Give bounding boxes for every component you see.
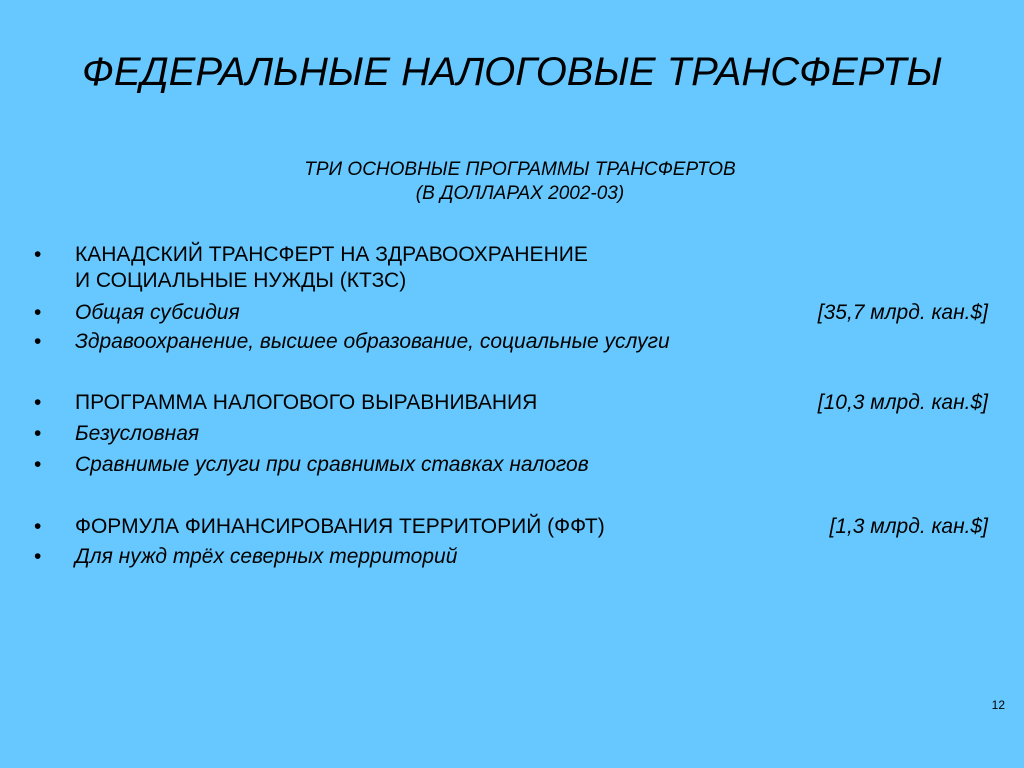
list-item-line-1: КАНАДСКИЙ ТРАНСФЕРТ НА ЗДРАВООХРАНЕНИЕ (75, 243, 588, 266)
bullet-icon: • (34, 301, 42, 324)
list-item-text: Общая субсидия (75, 301, 240, 324)
list-item-text: Сравнимые услуги при сравнимых ставках налогов (75, 453, 589, 476)
list-item-text: ПРОГРАММА НАЛОГОВОГО ВЫРАВНИВАНИЯ (75, 391, 538, 414)
list-item-text: ФОРМУЛА ФИНАНСИРОВАНИЯ ТЕРРИТОРИЙ (ФФТ) (75, 515, 605, 538)
list-item-line-2: И СОЦИАЛЬНЫЕ НУЖДЫ (КТЗС) (75, 269, 407, 292)
subtitle-line-2: (В ДОЛЛАРАХ 2002-03) (415, 183, 625, 204)
amount-label: [35,7 млрд. кан.$] (817, 301, 988, 324)
bullet-icon: • (34, 453, 42, 476)
bullet-icon: • (34, 330, 42, 353)
amount-label: [1,3 млрд. кан.$] (829, 515, 988, 538)
list-item-text: Для нужд трёх северных территорий (75, 545, 458, 568)
slide-title: ФЕДЕРАЛЬНЫЕ НАЛОГОВЫЕ ТРАНСФЕРТЫ (82, 50, 942, 94)
bullet-icon: • (34, 391, 42, 414)
list-item-text (75, 242, 588, 294)
subtitle-line-1: ТРИ ОСНОВНЫЕ ПРОГРАММЫ ТРАНСФЕРТОВ (304, 159, 736, 180)
page-number: 12 (991, 698, 1005, 712)
amount-label: [10,3 млрд. кан.$] (817, 391, 988, 414)
bullet-icon: • (34, 545, 42, 568)
bullet-icon: • (34, 515, 42, 538)
list-item-text: Здравоохранение, высшее образование, социальные услуги (75, 330, 670, 353)
bullet-icon: • (34, 243, 42, 266)
list-item-text: Безусловная (75, 422, 200, 445)
bullet-icon: • (34, 422, 42, 445)
